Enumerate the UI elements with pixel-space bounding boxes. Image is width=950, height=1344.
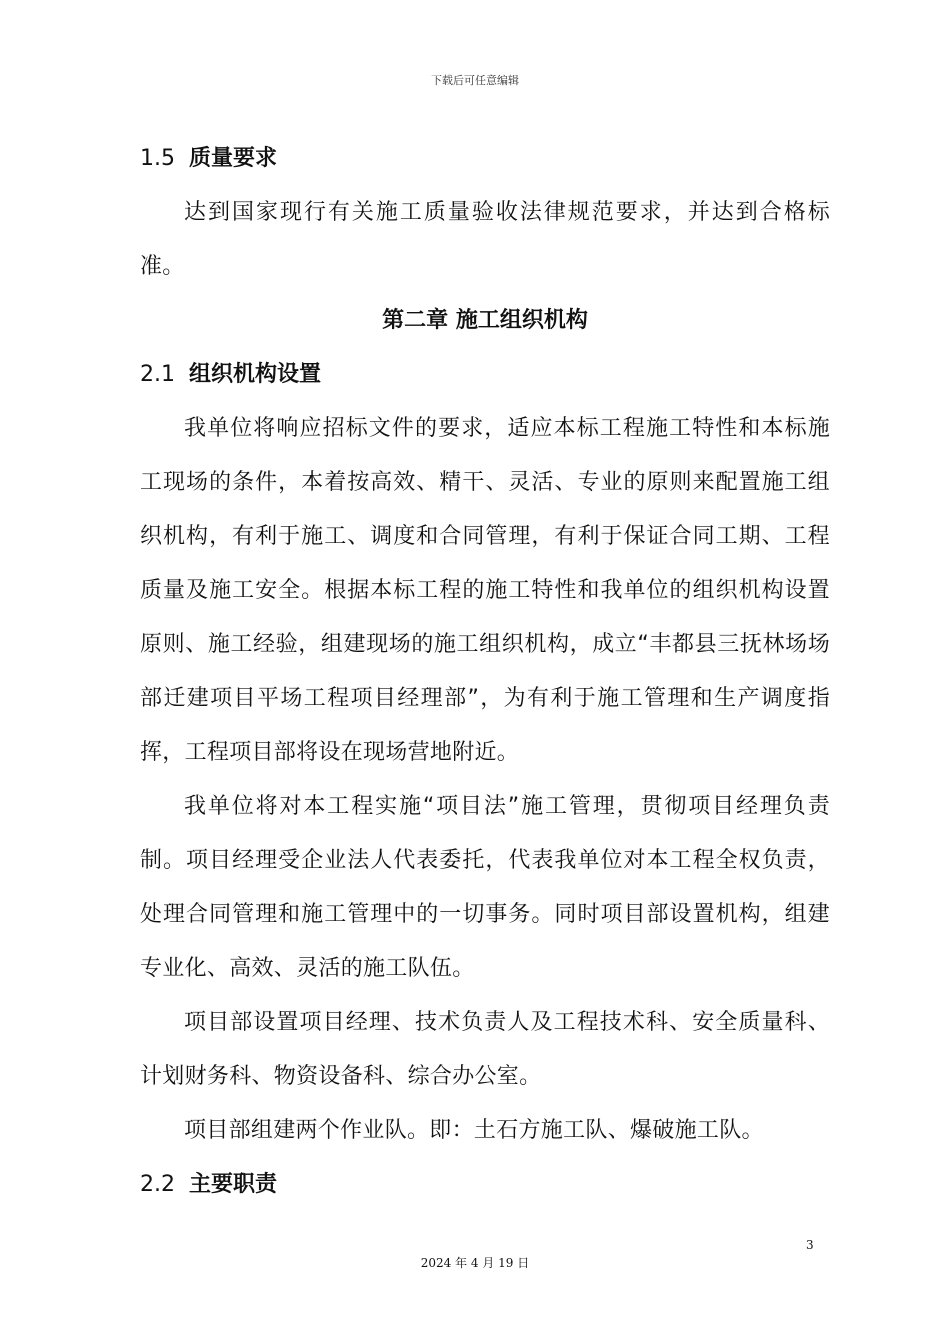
header-note: 下载后可任意编辑 [431,74,519,87]
paragraph-project-method: 我单位将对本工程实施“项目法”施工管理，贯彻项目经理负责制。项目经理受企业法人代表委托，代表我单位对本工程全权负责，处理合同管理和施工管理中的一切事务。同时项目部设置机构，组建专业化、高效、灵活的施工队伍。 [140,794,830,981]
footer-date: 2024 年 4 月 19 日 [420,1256,530,1270]
document-body [140,132,830,1212]
section-heading-1-5 [140,132,830,186]
section-title: 质量要求 [189,146,278,171]
chapter-title: 第二章 施工组织机构 [382,308,588,333]
section-title: 主要职责 [189,1172,278,1197]
paragraph-departments: 项目部设置项目经理、技术负责人及工程技术科、安全质量科、计划财务科、物资设备科、综合办公室。 [140,1010,830,1089]
section-number: 1.5 [140,146,175,171]
section-number: 2.2 [140,1172,175,1197]
paragraph-org-setup: 我单位将响应招标文件的要求，适应本标工程施工特性和本标施工现场的条件，本着按高效、精干、灵活、专业的原则来配置施工组织机构，有利于施工、调度和合同管理，有利于保证合同工期、工程质量及施工安全。根据本标工程的施工特性和我单位的组织机构设置原则、施工经验，组建现场的施工组织机构，成立“丰都县三抚林场场部迁建项目平场工程项目经理部”，为有利于施工管理和生产调度指挥，工程项目部将设在现场营地附近。 [140,416,830,765]
page-number: 3 [806,1238,814,1252]
section-heading-2-2 [140,1158,830,1212]
paragraph-teams: 项目部组建两个作业队。即：土石方施工队、爆破施工队。 [184,1118,764,1143]
section-number: 2.1 [140,362,175,387]
section-title: 组织机构设置 [189,362,322,387]
paragraph-quality: 达到国家现行有关施工质量验收法律规范要求，并达到合格标准。 [140,200,830,279]
section-heading-2-1 [140,348,830,402]
